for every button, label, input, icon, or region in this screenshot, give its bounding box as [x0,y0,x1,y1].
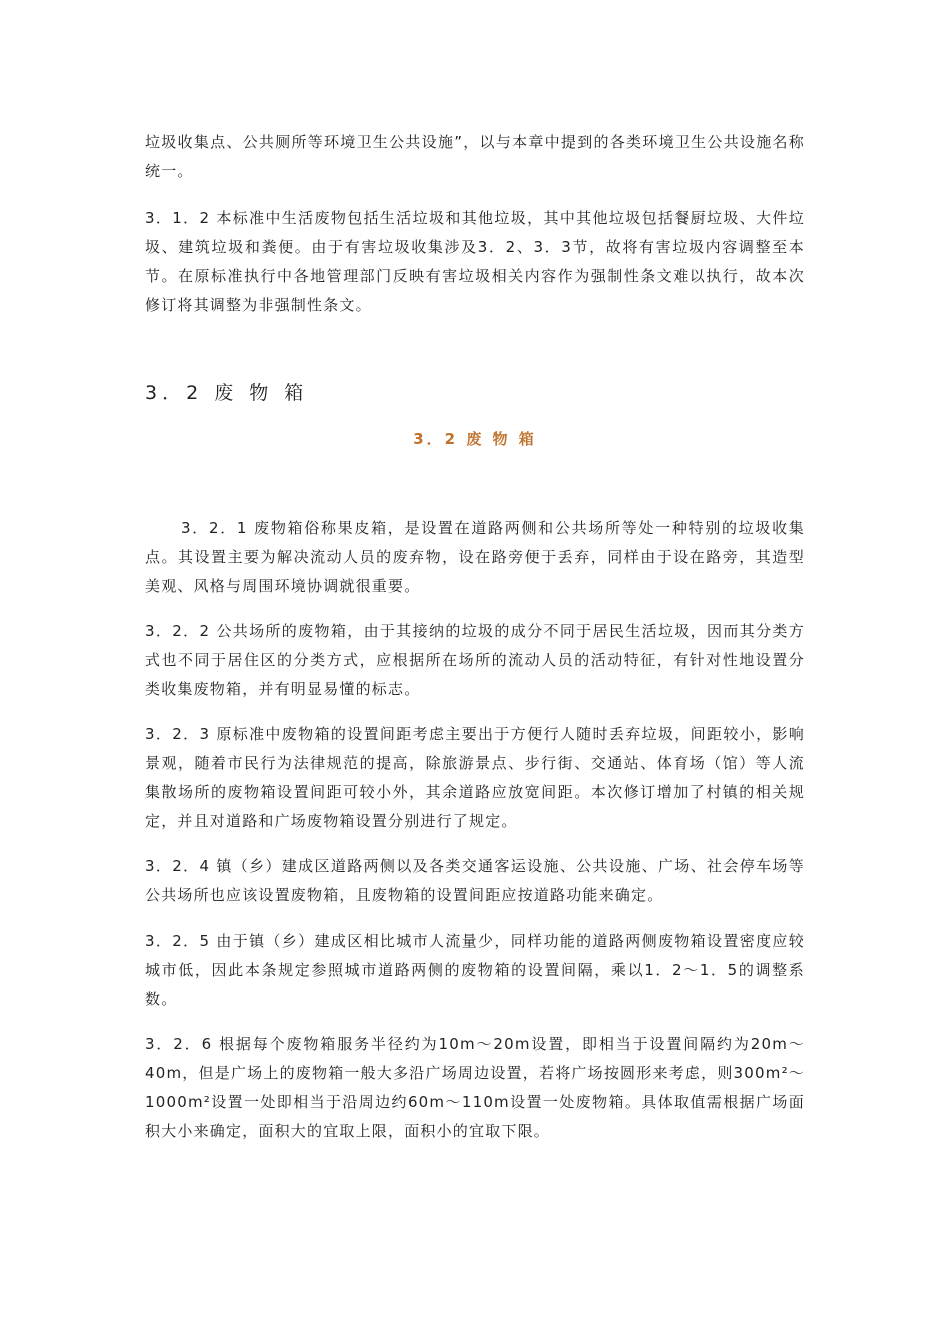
section-heading: 3．2 废 物 箱 [145,382,309,404]
section-title: 3．2 废 物 箱 [413,430,537,448]
clause-3-2-1: 3．2．1 废物箱俗称果皮箱，是设置在道路两侧和公共场所等处一种特别的垃圾收集点。其设置主要为解决流动人员的废弃物，设在路旁便于丢弃，同样由于设在路旁，其造型美观、风格与周围环境协调就很重要。 [145,519,805,595]
clause-3-2-6: 3．2．6 根据每个废物箱服务半径约为10m～20m设置，即相当于设置间隔约为20m～40m，但是广场上的废物箱一般大多沿广场周边设置，若将广场按圆形来考虑，则300m²～1000m²设置一处即相当于沿周边约60m～110m设置一处废物箱。具体取值需根据广场面积大小来确定，面积大的宜取上限，面积小的宜取下限。 [145,1035,805,1140]
clause-3-1-2: 3．1．2 本标准中生活废物包括生活垃圾和其他垃圾，其中其他垃圾包括餐厨垃圾、大件垃圾、建筑垃圾和粪便。由于有害垃圾收集涉及3．2、3．3节，故将有害垃圾内容调整至本节。在原标准执行中各地管理部门反映有害垃圾相关内容作为强制性条文难以执行，故本次修订将其调整为非强制性条文。 [145,209,805,314]
clause-3-2-4: 3．2．4 镇（乡）建成区道路两侧以及各类交通客运设施、公共设施、广场、社会停车场等公共场所也应该设置废物箱，且废物箱的设置间距应按道路功能来确定。 [145,857,805,904]
intro-paragraph-1: 垃圾收集点、公共厕所等环境卫生公共设施”，以与本章中提到的各类环境卫生公共设施名称统一。 [145,133,805,180]
clause-3-2-2: 3．2．2 公共场所的废物箱，由于其接纳的垃圾的成分不同于居民生活垃圾，因而其分类方式也不同于居住区的分类方式，应根据所在场所的流动人员的活动特征，有针对性地设置分类收集废物箱，并有明显易懂的标志。 [145,622,805,698]
clause-3-2-5: 3．2．5 由于镇（乡）建成区相比城市人流量少，同样功能的道路两侧废物箱设置密度应较城市低，因此本条规定参照城市道路两侧的废物箱的设置间隔，乘以1．2～1．5的调整系数。 [145,932,805,1008]
clause-3-2-3: 3．2．3 原标准中废物箱的设置间距考虑主要出于方便行人随时丢弃垃圾，间距较小，影响景观，随着市民行为法律规范的提高，除旅游景点、步行街、交通站、体育场（馆）等人流集散场所的废物箱设置间距可较小外，其余道路应放宽间距。本次修订增加了村镇的相关规定，并且对道路和广场废物箱设置分别进行了规定。 [145,725,805,830]
